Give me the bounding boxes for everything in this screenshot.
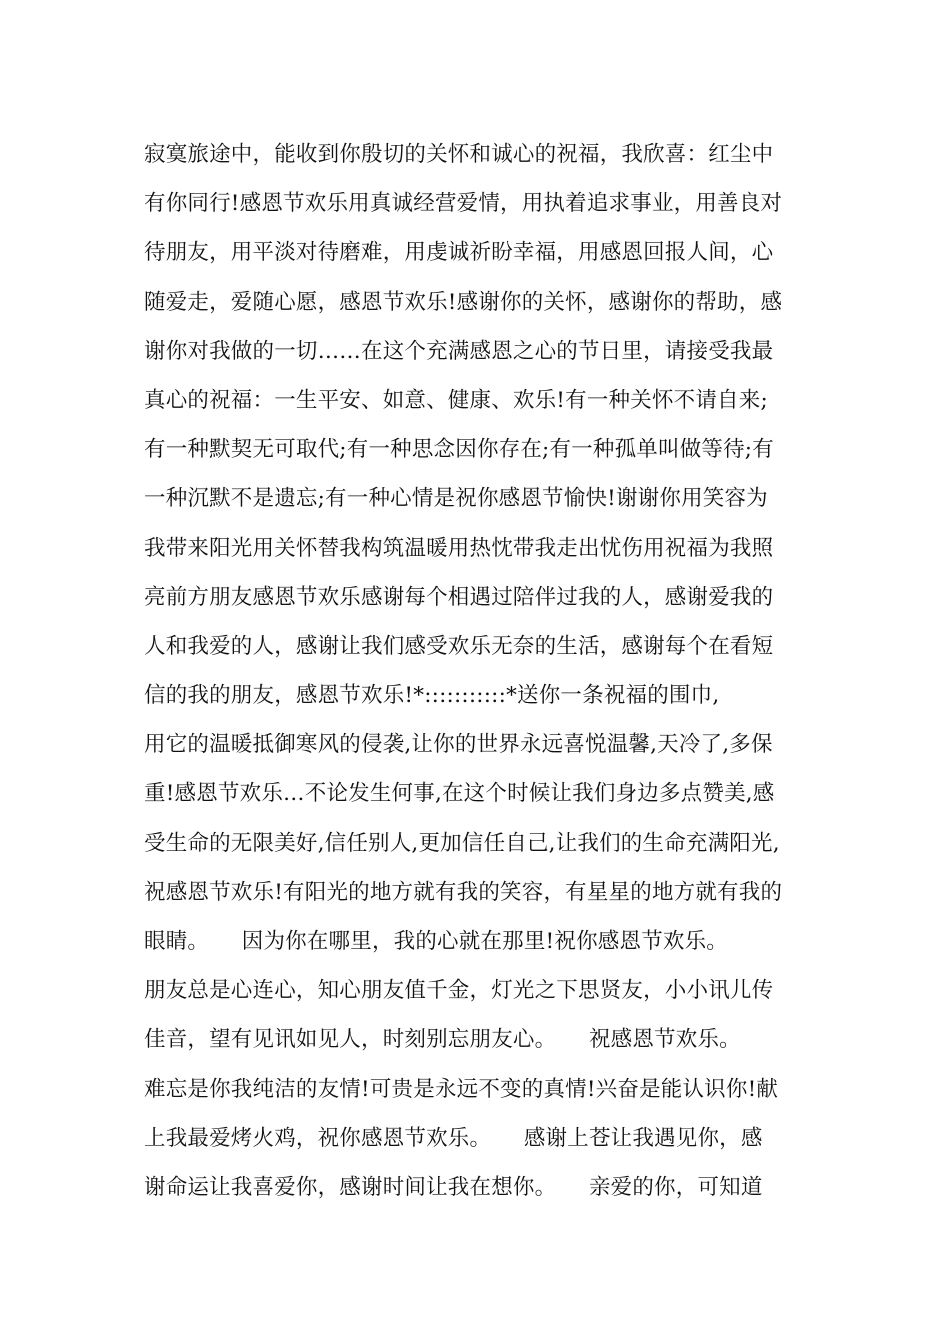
text-line-20: 难忘是你我纯洁的友情!可贵是永远不变的真情!兴奋是能认识你!献: [144, 1076, 779, 1102]
text-line-15: 受生命的无限美好,信任别人,更加信任自己,让我们的生命充满阳光,: [144, 830, 780, 856]
text-line-9: 我带来阳光用关怀替我构筑温暖用热忱带我走出忧伤用祝福为我照: [144, 535, 774, 561]
text-line-19: 佳音，望有见讯如见人，时刻别忘朋友心。 祝感恩节欢乐。: [144, 1027, 741, 1053]
text-line-12: 信的我的朋友，感恩节欢乐!*:::::::::::*送你一条祝福的围巾,: [144, 683, 720, 709]
text-line-10: 亮前方朋友感恩节欢乐感谢每个相遇过陪伴过我的人，感谢爱我的: [144, 584, 774, 610]
text-line-5: 谢你对我做的一切……在这个充满感恩之心的节日里，请接受我最: [144, 338, 774, 364]
text-line-6: 真心的祝福：一生平安、如意、健康、欢乐!有一种关怀不请自来;: [144, 387, 768, 413]
text-line-14: 重!感恩节欢乐…不论发生何事,在这个时候让我们身边多点赞美,感: [144, 781, 775, 807]
text-line-17: 眼睛。 因为你在哪里，我的心就在那里!祝你感恩节欢乐。: [144, 929, 728, 954]
text-line-16: 祝感恩节欢乐!有阳光的地方就有我的笑容，有星星的地方就有我的: [144, 879, 783, 905]
text-line-1: 寂寞旅途中，能收到你殷切的关怀和诚心的祝福，我欣喜：红尘中: [144, 142, 774, 167]
text-line-18: 朋友总是心连心，知心朋友值千金，灯光之下思贤友，小小讯儿传: [144, 978, 774, 1004]
text-line-4: 随爱走，爱随心愿，感恩节欢乐!感谢你的关怀，感谢你的帮助，感: [144, 289, 783, 315]
text-line-11: 人和我爱的人，感谢让我们感受欢乐无奈的生活，感谢每个在看短: [144, 633, 774, 659]
text-line-7: 有一种默契无可取代;有一种思念因你存在;有一种孤单叫做等待;有: [144, 437, 774, 463]
body-text: [144, 130, 814, 1212]
text-line-21: 上我最爱烤火鸡，祝你感恩节欢乐。 感谢上苍让我遇见你，感: [144, 1125, 763, 1151]
text-line-8: 一种沉默不是遗忘;有一种心情是祝你感恩节愉快!谢谢你用笑容为: [144, 486, 768, 512]
text-line-22: 谢命运让我喜爱你，感谢时间让我在想你。 亲爱的你，可知道: [144, 1174, 763, 1200]
text-line-2: 有你同行!感恩节欢乐用真诚经营爱情，用执着追求事业，用善良对: [144, 191, 783, 217]
text-line-13: 用它的温暖抵御寒风的侵袭,让你的世界永远喜悦温馨,天冷了,多保: [144, 732, 773, 758]
text-line-3: 待朋友，用平淡对待磨难，用虔诚祈盼幸福，用感恩回报人间，心: [144, 240, 774, 266]
